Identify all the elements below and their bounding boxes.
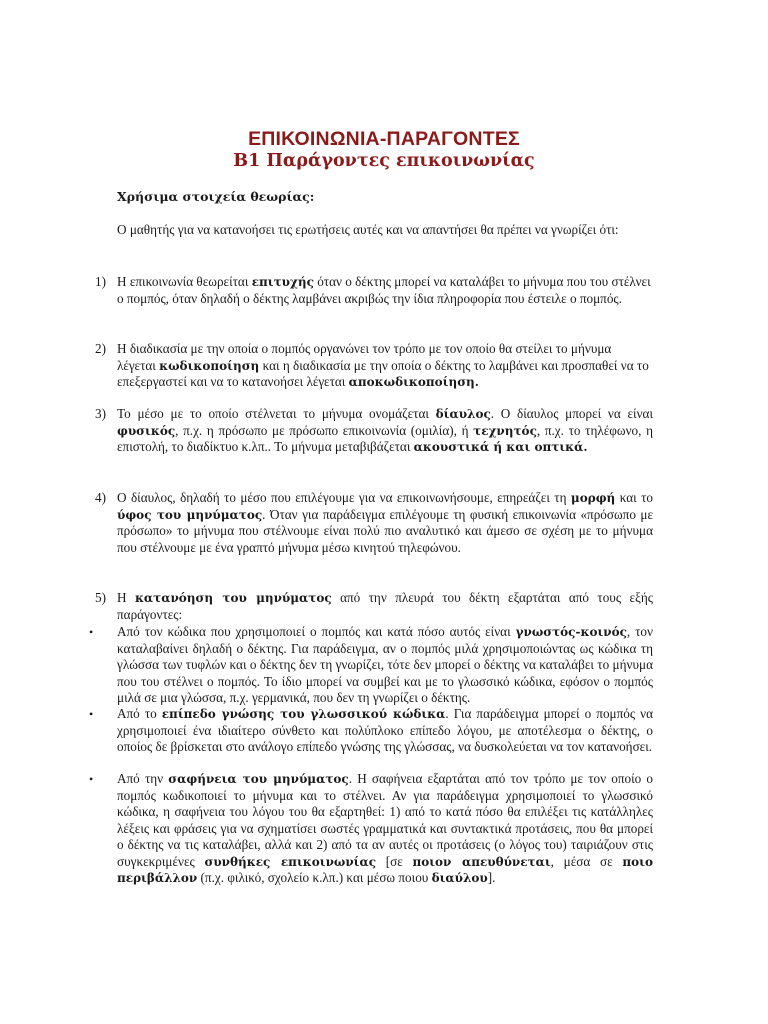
bold-term: φυσικός (117, 423, 176, 438)
item-text: . Όταν για παράδειγμα επιλέγουμε τη φυσική επικοινωνία «πρόσωπο με πρόσωπο» το μήνυμα που στέλνουμε είναι πολύ πιο αναλυτικό και άμεσο σε σχέση με το μήνυμα που στέλνουμε με ένα γραπτό μήνυμα μέσω κινητού τηλεφώνου. (117, 506, 653, 555)
bullet-text: ]. (487, 870, 496, 885)
bold-term: κωδικοποίηση (159, 358, 260, 373)
bold-term: ποιο περιβάλλον (117, 854, 653, 885)
bold-term: ύφος του μηνύματος (117, 507, 263, 522)
section-heading: Χρήσιμα στοιχεία θεωρίας: (117, 189, 315, 204)
bold-term: δίαυλος (435, 407, 491, 421)
bullet-item (117, 706, 653, 756)
item-text: από την πλευρά του δέκτη εξαρτάται από τους εξής παράγοντες: (117, 590, 653, 622)
bullet-icon: • (89, 707, 94, 721)
bullet-text: Από το (117, 706, 162, 721)
bullet-text: , μέσα σε (550, 853, 623, 869)
page-title: ΕΠΙΚΟΙΝΩΝΙΑ-ΠΑΡΑΓΟΝΤΕΣ (248, 128, 520, 150)
page-subtitle: Β1 Παράγοντες επικοινωνίας (233, 151, 535, 171)
bullet-item (117, 624, 653, 707)
bullet-text: , τον καταλαβαίνει δηλαδή ο δέκτης. Για παράδειγμα, αν ο πομπός μιλά χρησιμοποιώντας ως κώδικα τη γλώσσα των τυφλών και ο δέκτης δεν τη γνωρίζει, τότε δεν μπορεί ο δέκτης να καταλάβει το μήνυμα που του στέλνει ο πομπός. Το ίδιο μπορεί να συμβεί και με το γλωσσικό κώδικα, εφόσον ο πομπός μιλά σε μια γλώσσα, π.χ. γερμανικά, που δεν τη γνωρίζει ο δέκτης. (117, 624, 653, 705)
bold-term: ποιον απευθύνεται (412, 854, 551, 869)
list-item (117, 490, 653, 556)
bold-term: επιτυχής (251, 275, 314, 289)
bold-term: γνωστός-κοινός (515, 625, 627, 639)
bold-term: τεχνητός (473, 423, 537, 438)
item-text: , π.χ. το τηλέφωνο, η επιστολή, το διαδίκτυο κ.λπ.. Το μήνυμα μεταβιβάζεται (117, 422, 654, 454)
item-number: 4) (95, 490, 106, 505)
item-number: 2) (95, 341, 106, 356)
item-text: και η διαδικασία με την οποία ο δέκτης το λαμβάνει και προσπαθεί να το επεξεργαστεί και να το κατανοήσει λέγεται (117, 357, 649, 389)
item-text: . Ο δίαυλος μπορεί να είναι (490, 406, 653, 421)
bold-term: μορφή (570, 491, 616, 505)
item-number: 3) (95, 406, 106, 421)
bullet-text: . Για παράδειγμα μπορεί ο πομπός να χρησιμοποιεί ένα ιδιαίτερο σύνθετο και πολύπλοκο επίπεδο λόγου, με αποτέλεσμα ο δέκτης, ο οποίος δε βρίσκεται στο ανάλογο επίπεδο γνώσης της γλώσσας, να δυσκολεύεται να τον κατανοήσει. (117, 706, 653, 754)
item-text: όταν ο δέκτης μπορεί να καταλάβει το μήνυμα που του στέλνει ο πομπός, όταν δηλαδή ο δέκτης λαμβάνει ακριβώς την ίδια πληροφορία που έστειλε ο πομπός. (117, 274, 651, 306)
bold-term: διαύλου (431, 871, 488, 885)
bold-term: κατανόηση του μηνύματος (134, 591, 332, 605)
item-number: 1) (95, 274, 106, 289)
bullet-text: Από την (117, 771, 169, 786)
bullet-text: (π.χ. φιλικό, σχολείο κ.λπ.) και μέσω ποιου (197, 870, 432, 885)
item-text: και το (615, 490, 654, 505)
bullet-text: [σε (376, 853, 413, 869)
bold-term: επίπεδο γνώσης του γλωσσικού κώδικα (161, 707, 446, 721)
list-item (117, 341, 653, 391)
item-text: , π.χ. η πρόσωπο με πρόσωπο επικοινωνία (ομιλία), ή (175, 422, 474, 438)
list-item (117, 590, 653, 623)
bullet-icon: • (89, 772, 94, 786)
item-text: Η (117, 590, 135, 605)
bold-term: αποκωδικοποίηση. (348, 375, 479, 389)
bullet-item (117, 771, 653, 887)
item-number: 5) (95, 590, 106, 605)
bullet-icon: • (89, 625, 94, 639)
bold-term: σαφήνεια του μηνύματος (168, 772, 349, 786)
bullet-text: Από τον κώδικα που χρησιμοποιεί ο πομπός και κατά πόσο αυτός είναι (117, 624, 516, 639)
bold-term: συνθήκες επικοινωνίας (204, 854, 376, 869)
item-text: Ο δίαυλος, δηλαδή το μέσο που επιλέγουμε για να επικοινωνήσουμε, επηρεάζει τη (117, 490, 571, 505)
bold-term: ακουστικά ή και οπτικά. (413, 440, 588, 454)
list-item (117, 274, 653, 307)
intro-paragraph: Ο μαθητής για να κατανοήσει τις ερωτήσεις αυτές και να απαντήσει θα πρέπει να γνωρίζει ότι: (117, 222, 619, 237)
bullet-text: . Η σαφήνεια εξαρτάται από τον τρόπο με τον οποίο ο πομπός κωδικοποιεί το μήνυμα και το στέλνει. Αν για παράδειγμα χρησιμοποιεί το γλωσσικό κώδικα, η σαφήνεια του λόγου του θα εξαρτηθεί: 1) από το κατά πόσο θα επιλέξει τις κατάλληλες λέξεις και φράσεις για να σχηματίσει σωστές γραμματικά και συντακτικά προτάσεις, που θα μπορεί ο δέκτης να τις καταλάβει, αλλά και 2) από τα αν αυτές οι προτάσεις (ο λόγος του) ταιριάζουν στις συγκεκριμένες (117, 771, 653, 869)
item-text: Η επικοινωνία θεωρείται (117, 274, 252, 289)
item-text: Το μέσο με το οποίο στέλνεται το μήνυμα ονομάζεται (117, 406, 436, 421)
item-text: Η διαδικασία με την οποία ο πομπός οργανώνει τον τρόπο με τον οποίο θα στείλει το μήνυμα λέγεται (117, 341, 612, 373)
list-item (117, 406, 653, 456)
